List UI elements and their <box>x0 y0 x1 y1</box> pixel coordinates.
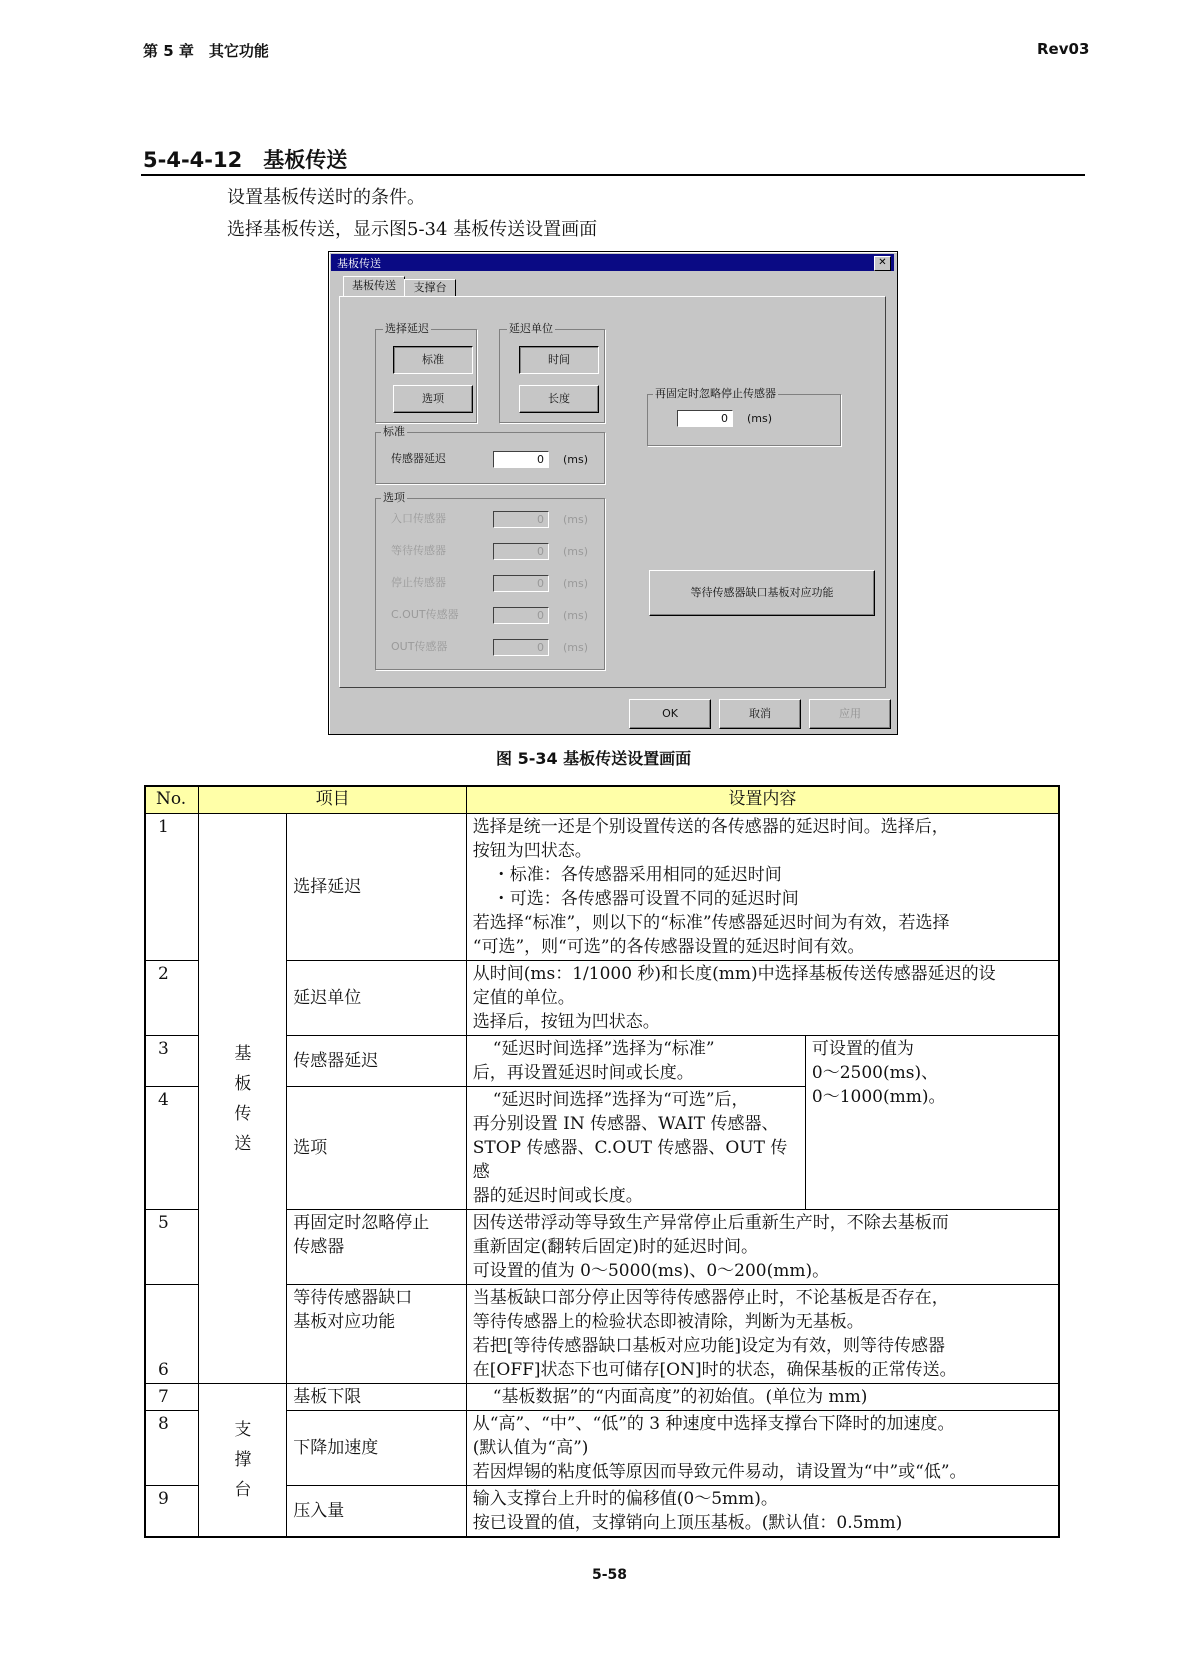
row-item: 延迟单位 <box>287 961 467 1036</box>
row-content <box>466 961 1059 1036</box>
content-line: 从时间(ms：1/1000 秒)和长度(mm)中选择基板传送传感器延迟的设 <box>472 964 996 984</box>
group-label-support-text: 支 撑 台 <box>234 1420 252 1500</box>
content-line: 0～2500(ms)、 <box>811 1063 939 1083</box>
header-content: 设置内容 <box>466 786 1059 814</box>
settings-table <box>144 785 1060 1538</box>
content-line: 若因焊锡的粘度低等原因而导致元件易动，请设置为“中”或“低”。 <box>472 1462 967 1482</box>
content-line: 可设置的值为 <box>811 1039 914 1059</box>
content-line: 选择是统一还是个别设置传送的各传感器的延迟时间。选择后， <box>472 817 949 837</box>
dialog-titlebar <box>331 254 894 271</box>
option-button[interactable]: 选项 <box>393 385 473 413</box>
close-icon[interactable]: ✕ <box>874 256 891 271</box>
row-item: 压入量 <box>287 1486 467 1538</box>
content-line: “延迟时间选择”选择为“标准” <box>492 1039 715 1059</box>
row-content <box>466 1210 1059 1285</box>
row-content <box>466 814 1059 961</box>
row-content <box>466 1087 805 1210</box>
row-no: 7 <box>145 1384 199 1411</box>
row-content <box>466 1036 805 1087</box>
row-item: 选项 <box>287 1087 467 1210</box>
dialog-title: 基板传送 <box>337 257 381 270</box>
content-line: 若把[等待传感器缺口基板对应功能]设定为有效，则等待传感器 <box>472 1336 946 1356</box>
row-no: 8 <box>145 1411 199 1486</box>
tab-substrate-transfer[interactable]: 基板传送 <box>343 276 405 297</box>
cout-sensor-unit: (ms) <box>563 609 589 622</box>
cout-sensor-label: C.OUT传感器 <box>391 608 459 621</box>
content-line: ・标准：各传感器采用相同的延迟时间 <box>492 865 782 885</box>
figure-caption: 图 5-34 基板传送设置画面 <box>496 749 692 768</box>
sensor-delay-input[interactable]: 0 <box>493 451 549 468</box>
item-line: 等待传感器缺口 <box>293 1288 413 1308</box>
row-item: 选择延迟 <box>287 814 467 961</box>
row-no: 9 <box>145 1486 199 1538</box>
stop-sensor-input[interactable]: 0 <box>493 575 549 592</box>
content-line: “基板数据”的“内面高度”的初始值。(单位为 mm) <box>492 1387 868 1407</box>
content-line: 可设置的值为 0～5000(ms)、0～200(mm)。 <box>472 1261 830 1281</box>
content-line: 后，再设置延迟时间或长度。 <box>472 1063 694 1083</box>
section-rule <box>141 174 1085 176</box>
table-row <box>145 814 1059 961</box>
row-content <box>466 1486 1059 1538</box>
content-line: 按已设置的值，支撑销向上顶压基板。(默认值：0.5mm) <box>472 1513 903 1533</box>
sensor-delay-label: 传感器延迟 <box>391 452 446 465</box>
tab-support-table[interactable]: 支撑台 <box>404 279 456 297</box>
content-line: 0～1000(mm)。 <box>811 1087 946 1107</box>
wait-sensor-input[interactable]: 0 <box>493 543 549 560</box>
cout-sensor-input[interactable]: 0 <box>493 607 549 624</box>
cancel-button[interactable]: 取消 <box>719 699 801 729</box>
row-content <box>466 1411 1059 1486</box>
content-line: (默认值为“高”) <box>472 1438 589 1458</box>
row-no: 4 <box>145 1087 199 1210</box>
intro-line-1: 设置基板传送时的条件。 <box>227 187 425 208</box>
content-line: 若选择“标准”，则以下的“标准”传感器延迟时间为有效，若选择 <box>472 913 950 933</box>
substrate-transfer-dialog <box>328 251 898 735</box>
content-line: 选择后，按钮为凹状态。 <box>472 1012 660 1032</box>
row-item: 基板下限 <box>287 1384 467 1411</box>
revision-label: Rev03 <box>1037 40 1090 58</box>
row-no: 5 <box>145 1210 199 1285</box>
content-line: 输入支撑台上升时的偏移值(0～5mm)。 <box>472 1489 778 1509</box>
row-item <box>287 1210 467 1285</box>
group-label-transfer-text: 基 板 传 送 <box>234 1043 252 1154</box>
standard-button[interactable]: 标准 <box>393 346 473 374</box>
wait-sensor-label: 等待传感器 <box>391 544 446 557</box>
out-sensor-input[interactable]: 0 <box>493 639 549 656</box>
content-line: 从“高”、“中”、“低”的 3 种速度中选择支撑台下降时的加速度。 <box>472 1414 955 1434</box>
row-item: 下降加速度 <box>287 1411 467 1486</box>
group-standard-label: 标准 <box>383 425 405 438</box>
sensor-delay-unit: (ms) <box>563 453 589 466</box>
group-refix-label: 再固定时忽略停止传感器 <box>655 387 776 400</box>
wait-sensor-unit: (ms) <box>563 545 589 558</box>
item-line: 再固定时忽略停止 <box>293 1213 430 1233</box>
out-sensor-label: OUT传感器 <box>391 640 448 653</box>
apply-button[interactable]: 应用 <box>809 699 891 729</box>
content-line: 器的延迟时间或长度。 <box>472 1186 643 1206</box>
item-line: 传感器 <box>293 1237 345 1257</box>
row-item: 传感器延迟 <box>287 1036 467 1087</box>
out-sensor-unit: (ms) <box>563 641 589 654</box>
row-content <box>466 1285 1059 1384</box>
row-no: 2 <box>145 961 199 1036</box>
entry-sensor-label: 入口传感器 <box>391 512 446 525</box>
group-select-delay-label: 选择延迟 <box>385 322 429 335</box>
row-content <box>466 1384 1059 1411</box>
time-button[interactable]: 时间 <box>519 346 599 374</box>
wait-sensor-notch-button[interactable]: 等待传感器缺口基板对应功能 <box>649 570 875 616</box>
content-line: 重新固定(翻转后固定)时的延迟时间。 <box>472 1237 759 1257</box>
stop-sensor-unit: (ms) <box>563 577 589 590</box>
header-no: No. <box>145 786 199 814</box>
length-button[interactable]: 长度 <box>519 385 599 413</box>
row-no: 1 <box>145 814 199 961</box>
refix-ignore-stop-input[interactable]: 0 <box>677 410 733 427</box>
content-line: “延迟时间选择”选择为“可选”后， <box>492 1090 749 1110</box>
row-no: 6 <box>145 1285 199 1384</box>
group-delay-unit-label: 延迟单位 <box>509 322 553 335</box>
content-line: 按钮为凹状态。 <box>472 841 592 861</box>
group-label-transfer <box>199 814 287 1384</box>
refix-unit: (ms) <box>747 412 773 425</box>
section-title: 5-4-4-12 基板传送 <box>143 148 348 172</box>
stop-sensor-label: 停止传感器 <box>391 576 446 589</box>
content-line: 定值的单位。 <box>472 988 575 1008</box>
entry-sensor-input[interactable]: 0 <box>493 511 549 528</box>
table-row <box>145 1384 1059 1411</box>
content-line: 再分别设置 IN 传感器、WAIT 传感器、 <box>472 1114 779 1134</box>
content-line: 因传送带浮动等导致生产异常停止后重新生产时，不除去基板而 <box>472 1213 949 1233</box>
chapter-header: 第 5 章 其它功能 <box>143 42 269 60</box>
item-line: 基板对应功能 <box>293 1312 396 1332</box>
row-item <box>287 1285 467 1384</box>
intro-line-2: 选择基板传送，显示图5-34 基板传送设置画面 <box>227 219 598 240</box>
ok-button[interactable]: OK <box>629 699 711 729</box>
content-line: STOP 传感器、C.OUT 传感器、OUT 传感 <box>472 1138 788 1182</box>
content-line: 在[OFF]状态下也可储存[ON]时的状态，确保基板的正常传送。 <box>472 1360 957 1380</box>
content-line: 当基板缺口部分停止因等待传感器停止时，不论基板是否存在， <box>472 1288 949 1308</box>
group-label-support <box>199 1384 287 1538</box>
content-line: ・可选：各传感器可设置不同的延迟时间 <box>492 889 799 909</box>
row-no: 3 <box>145 1036 199 1087</box>
header-item: 项目 <box>199 786 466 814</box>
entry-sensor-unit: (ms) <box>563 513 589 526</box>
page-number: 5-58 <box>592 1567 628 1583</box>
table-header-row <box>145 786 1059 814</box>
content-line: “可选”，则“可选”的各传感器设置的延迟时间有效。 <box>472 937 865 957</box>
group-option-label: 选项 <box>383 491 405 504</box>
range-cell <box>805 1036 1059 1210</box>
content-line: 等待传感器上的检验状态即被清除，判断为无基板。 <box>472 1312 864 1332</box>
